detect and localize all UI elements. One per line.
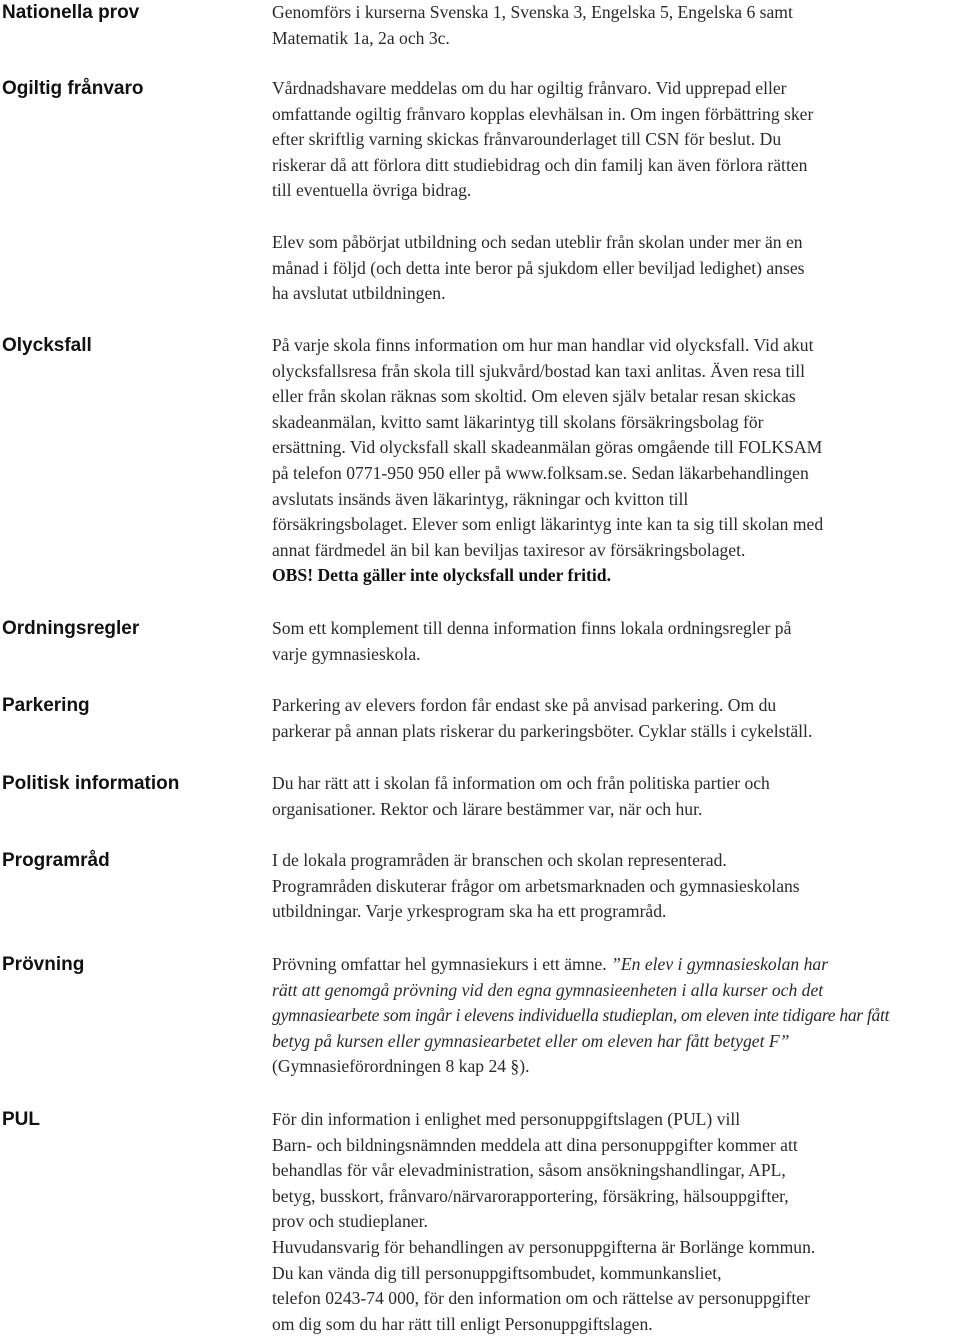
intro-text: Prövning omfattar hel gymnasiekurs i ett ämne.: [272, 954, 612, 974]
text-line: parkerar på annan plats riskerar du parkeringsböter. Cyklar ställs i cykelställ.: [272, 720, 813, 741]
text-line: För din information i enlighet med personuppgiftslagen (PUL) vill: [272, 1109, 741, 1129]
text-line: Barn- och bildningsnämnden meddela att dina personuppgifter kommer att: [272, 1134, 798, 1155]
text-line: omfattande ogiltig frånvaro kopplas elevhälsan in. Om ingen förbättring sker: [272, 103, 814, 124]
entry-description: [272, 616, 960, 667]
entry-description: [272, 0, 960, 51]
citation-line: (Gymnasieförordningen 8 kap 24 §).: [272, 1056, 530, 1077]
text-line: Elev som påbörjat utbildning och sedan uteblir från skolan under mer än en: [272, 232, 803, 252]
entry-description: [272, 693, 960, 744]
entry-description: [272, 333, 960, 589]
text-line: på telefon 0771-950 950 eller på www.folksam.se. Sedan läkarbehandlingen: [272, 462, 809, 483]
entry-description: [272, 1107, 960, 1337]
entry-term: Nationella prov: [2, 2, 140, 23]
text-line: Genomförs i kurserna Svenska 1, Svenska 3, Engelska 5, Engelska 6 samt: [272, 2, 793, 22]
text-line: ha avslutat utbildningen.: [272, 283, 446, 304]
entry-term: Parkering: [2, 695, 90, 716]
text-line: Matematik 1a, 2a och 3c.: [272, 27, 450, 48]
entry-term: Ogiltig frånvaro: [2, 78, 144, 99]
text-line: Som ett komplement till denna information finns lokala ordningsregler på: [272, 618, 792, 638]
entry-term: Olycksfall: [2, 335, 92, 356]
entry-description: [272, 952, 960, 1080]
text-line: behandlas för vår elevadministration, såsom ansökningshandlingar, APL,: [272, 1160, 786, 1181]
text-line: På varje skola finns information om hur man handlar vid olycksfall. Vid akut: [272, 335, 814, 355]
text-line: varje gymnasieskola.: [272, 643, 421, 664]
text-line: Du kan vända dig till personuppgiftsombudet, kommunkansliet,: [272, 1262, 722, 1283]
quote-text: ”En elev i gymnasieskolan har: [611, 954, 829, 974]
text-line: olycksfallsresa från skola till sjukvård/bostad kan taxi anlitas. Även resa till: [272, 360, 806, 381]
text-line: Programråden diskuterar frågor om arbetsmarknaden och gymnasieskolans: [272, 875, 800, 896]
text-line: skadeanmälan, kvitto samt läkarintyg till skolans försäkringsbolag för: [272, 411, 764, 432]
text-line: om dig som du har rätt till enligt Personuppgiftslagen.: [272, 1313, 653, 1334]
text-line: Parkering av elevers fordon får endast ske på anvisad parkering. Om du: [272, 695, 777, 715]
text-line: annat färdmedel än bil kan beviljas taxiresor av försäkringsbolaget.: [272, 539, 746, 560]
text-line: ersättning. Vid olycksfall skall skadeanmälan göras omgående till FOLKSAM: [272, 437, 823, 458]
text-line: [272, 952, 960, 978]
entry-term: Politisk information: [2, 773, 180, 794]
text-line: Vårdnadshavare meddelas om du har ogiltig frånvaro. Vid upprepad eller: [272, 78, 787, 98]
text-line: Huvudansvarig för behandlingen av personuppgifterna är Borlänge kommun.: [272, 1236, 816, 1257]
text-line: Du har rätt att i skolan få information om och från politiska partier och: [272, 773, 770, 793]
quote-line: rätt att genomgå prövning vid den egna gymnasieenheten i alla kurser och det: [272, 979, 824, 1000]
entry-term: Prövning: [2, 954, 85, 975]
text-line: efter skriftlig varning skickas frånvarounderlaget till CSN för beslut. Du: [272, 129, 782, 150]
text-line: utbildningar. Varje yrkesprogram ska ha ett programråd.: [272, 901, 667, 922]
text-line: till eventuella övriga bidrag.: [272, 180, 472, 201]
entry-term: PUL: [2, 1109, 40, 1130]
text-line: betyg, busskort, frånvaro/närvarorapportering, försäkring, hälsouppgifter,: [272, 1185, 789, 1206]
text-line: månad i följd (och detta inte beror på sjukdom eller beviljad ledighet) anses: [272, 257, 805, 278]
quote-line: betyg på kursen eller gymnasiearbetet eller om eleven har fått betyget F”: [272, 1030, 790, 1051]
entry-description: [272, 76, 960, 204]
notice-line: OBS! Detta gäller inte olycksfall under fritid.: [272, 565, 611, 586]
entry-description: [272, 771, 960, 822]
entry-term: Ordningsregler: [2, 618, 140, 639]
text-line: eller från skolan räknas som skoltid. Om eleven själv betalar resan skickas: [272, 386, 796, 407]
text-line: telefon 0243-74 000, för den information om och rättelse av personuppgifter: [272, 1288, 810, 1309]
text-line: försäkringsbolaget. Elever som enligt läkarintyg inte kan ta sig till skolan med: [272, 514, 824, 535]
quote-line: gymnasiearbete som ingår i elevens individuella studieplan, om eleven inte tidigare har fått: [272, 1005, 890, 1026]
text-line: I de lokala programråden är branschen och skolan representerad.: [272, 850, 727, 870]
text-line: avslutats insänds även läkarintyg, räkningar och kvitton till: [272, 488, 689, 509]
text-line: organisationer. Rektor och lärare bestämmer var, när och hur.: [272, 798, 703, 819]
entry-description-2: [272, 230, 960, 307]
entry-description: [272, 848, 960, 925]
text-line: prov och studieplaner.: [272, 1211, 428, 1232]
text-line: riskerar då att förlora ditt studiebidrag och din familj kan även förlora rätten: [272, 154, 808, 175]
entry-term: Programråd: [2, 850, 110, 871]
